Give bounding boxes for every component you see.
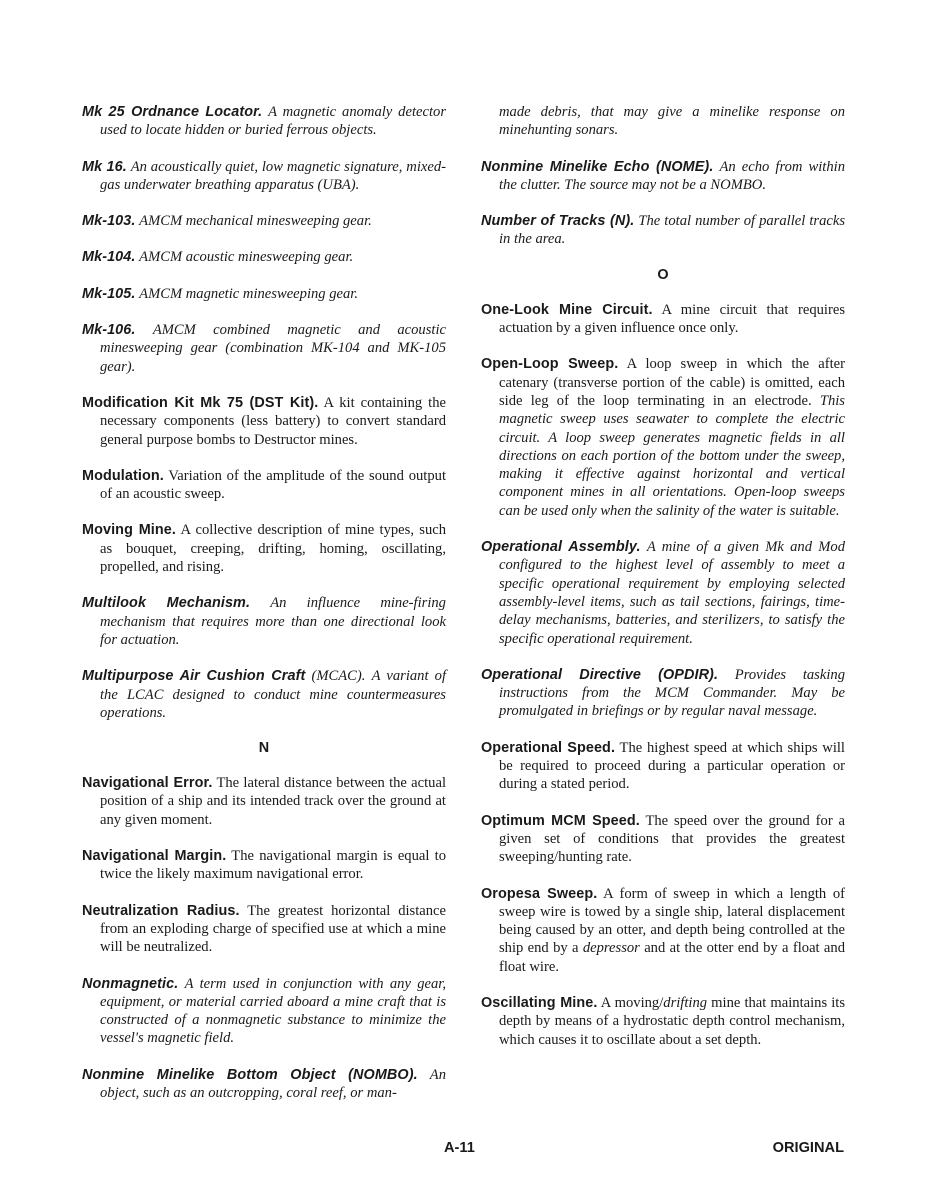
- entry-definition-italic: This magnetic sweep uses seawater to complete the electric circuit. A loop sweep generates magnetic fields in all directions on each portion of the bottom under the sweep, making it effective against horizontal and vertical component mines in all orientations. Open-loop sweeps can be used only when the salinity of the water is suitable.: [499, 392, 845, 519]
- entry-term: Operational Assembly.: [481, 539, 641, 556]
- entry-definition-emphasis: depressor: [582, 940, 640, 957]
- entry-term: Nonmine Minelike Bottom Object (NOMBO).: [82, 1066, 418, 1083]
- entry-definition: Provides tasking instructions from the MCM Commander. May be promulgated in briefings or by regular naval message.: [499, 666, 845, 720]
- entry-term: Oropesa Sweep.: [481, 885, 598, 902]
- glossary-entry: [82, 394, 446, 449]
- continued-definition: made debris, that may give a minelike response on minehunting sonars.: [499, 104, 845, 139]
- entry-term: Mk 25 Ordnance Locator.: [82, 104, 263, 120]
- glossary-entry: [82, 103, 446, 140]
- entry-term: Optimum MCM Speed.: [481, 812, 640, 829]
- entry-term: Mk-105.: [82, 285, 136, 302]
- entry-definition: The speed over the ground for a given set of conditions that provides the greatest sweeping/hunting rate.: [499, 812, 845, 866]
- document-status: ORIGINAL: [772, 1140, 844, 1156]
- entry-definition: A mine of a given Mk and Mod configured to the highest level of assembly to meet a specific operational requirement by employing selected assembly-level items, such as tail sections, fairings, time-delay mechanisms, batteries, and sterilizers, to satisfy the specific operational requirement.: [499, 539, 845, 647]
- glossary-entry: [481, 994, 845, 1049]
- entry-term: Navigational Error.: [82, 775, 213, 792]
- entry-term: Navigational Margin.: [82, 848, 227, 865]
- entry-term: Mk-106.: [82, 322, 136, 339]
- glossary-entry: [481, 538, 845, 648]
- entry-definition-rest: and at the otter end by a float and float wire.: [499, 940, 846, 975]
- entry-term: Multilook Mechanism.: [82, 595, 251, 612]
- entry-definition: A kit containing the necessary components (less battery) to convert standard general purpose bombs to Destructor mines.: [100, 394, 446, 448]
- entry-term: One-Look Mine Circuit.: [481, 301, 653, 318]
- right-column: [481, 103, 845, 1067]
- entry-definition: The lateral distance between the actual position of a ship and its intended track over the ground at any given moment.: [100, 775, 446, 828]
- entry-term: Oscillating Mine.: [481, 994, 598, 1011]
- entry-definition: AMCM acoustic minesweeping gear.: [139, 249, 354, 266]
- entry-term: Open-Loop Sweep.: [481, 356, 619, 373]
- glossary-entry: [82, 521, 446, 576]
- glossary-entry: [481, 158, 845, 195]
- entry-definition: A form of sweep in which a length of sweep wire is towed by a single ship, lateral displacement being caused by an otter, and depth being controlled at the ship end by a: [499, 885, 846, 957]
- glossary-entry: [82, 774, 446, 829]
- glossary-entry: [481, 301, 845, 338]
- glossary-entry: [82, 467, 446, 504]
- entry-term-suffix: (MCAC).: [311, 668, 366, 685]
- entry-term: Nonmagnetic.: [82, 975, 179, 992]
- entry-term: Operational Directive (OPDIR).: [481, 666, 719, 683]
- entry-definition: Variation of the amplitude of the sound output of an acoustic sweep.: [100, 467, 446, 503]
- entry-definition: A magnetic anomaly detector used to locate hidden or buried ferrous objects.: [100, 104, 446, 139]
- glossary-entry: [82, 1066, 446, 1103]
- entry-term: Mk-103.: [82, 213, 136, 230]
- entry-term: Neutralization Radius.: [82, 902, 240, 919]
- glossary-entry: [82, 667, 446, 722]
- entry-definition: A term used in conjunction with any gear, equipment, or material carried aboard a mine craft that is constructed of a nonmagnetic substance to minimize the vessel's magnetic field.: [100, 975, 446, 1047]
- entry-term: Mk-104.: [82, 249, 136, 266]
- glossary-entry: [82, 212, 446, 230]
- glossary-entry: [481, 812, 845, 867]
- entry-definition: A moving/: [600, 994, 664, 1011]
- entry-definition: An influence mine-firing mechanism that requires more than one directional look for actuation.: [100, 595, 446, 648]
- glossary-entry: [82, 902, 446, 957]
- section-heading-n: N: [258, 740, 270, 757]
- glossary-entry: [82, 594, 446, 649]
- glossary-entry: [481, 739, 845, 794]
- entry-definition: A mine circuit that requires actuation by a given influence once only.: [499, 301, 845, 337]
- entry-definition: The total number of parallel tracks in the area.: [499, 213, 845, 248]
- entry-term: Multipurpose Air Cushion Craft: [82, 668, 306, 685]
- entry-term: Modification Kit Mk 75 (DST Kit).: [82, 394, 319, 411]
- entry-definition: An echo from within the clutter. The source may not be a NOMBO.: [499, 158, 845, 193]
- glossary-entry: [481, 212, 845, 249]
- glossary-entry: [82, 847, 446, 884]
- left-column: [82, 103, 446, 1120]
- glossary-entry: [82, 285, 446, 303]
- glossary-entry: [481, 885, 845, 976]
- entry-definition: The navigational margin is equal to twice the likely maximum navigational error.: [100, 848, 446, 883]
- entry-definition: A variant of the LCAC designed to conduct mine countermeasures operations.: [100, 668, 446, 721]
- glossary-entry: [481, 355, 845, 520]
- entry-term: Moving Mine.: [82, 522, 176, 539]
- glossary-entry: [481, 666, 845, 721]
- entry-definition: A collective description of mine types, such as bouquet, creeping, drifting, homing, oscillating, propelled, and rising.: [100, 522, 447, 576]
- section-heading-o: O: [657, 266, 669, 283]
- entry-definition: The greatest horizontal distance from an exploding charge of specified use at which a mine will be neutralized.: [100, 902, 447, 956]
- glossary-entry: [82, 158, 446, 195]
- glossary-entry: [82, 321, 446, 376]
- entry-definition: AMCM magnetic minesweeping gear.: [139, 285, 359, 302]
- entry-term: Operational Speed.: [481, 739, 616, 756]
- entry-term: Number of Tracks (N).: [481, 213, 635, 230]
- entry-definition: An object, such as an outcropping, coral reef, or man-: [100, 1066, 446, 1101]
- entry-definition-emphasis: drifting: [663, 994, 708, 1011]
- entry-term: Nonmine Minelike Echo (NOME).: [481, 158, 714, 175]
- entry-definition: The highest speed at which ships will be required to proceed during a particular operation or during a stated period.: [499, 739, 845, 793]
- entry-term: Mk 16.: [82, 158, 127, 175]
- glossary-entry: [82, 248, 446, 266]
- entry-definition: A loop sweep in which the after catenary (transverse portion of the cable) is omitted, each side leg of the loop terminating in an electrode.: [499, 356, 845, 409]
- entry-definition: An acoustically quiet, low magnetic signature, mixed-gas underwater breathing apparatus (UBA).: [100, 158, 446, 193]
- page-number: A-11: [444, 1140, 475, 1156]
- entry-term: Modulation.: [82, 467, 164, 484]
- glossary-entry: [82, 975, 446, 1048]
- entry-definition-rest: mine that maintains its depth by means of a hydrostatic depth control mechanism, which causes it to oscillate about a set depth.: [499, 994, 846, 1048]
- entry-definition: AMCM mechanical minesweeping gear.: [139, 213, 372, 230]
- entry-definition: AMCM combined magnetic and acoustic minesweeping gear (combination MK-104 and MK-105 gear).: [100, 322, 446, 375]
